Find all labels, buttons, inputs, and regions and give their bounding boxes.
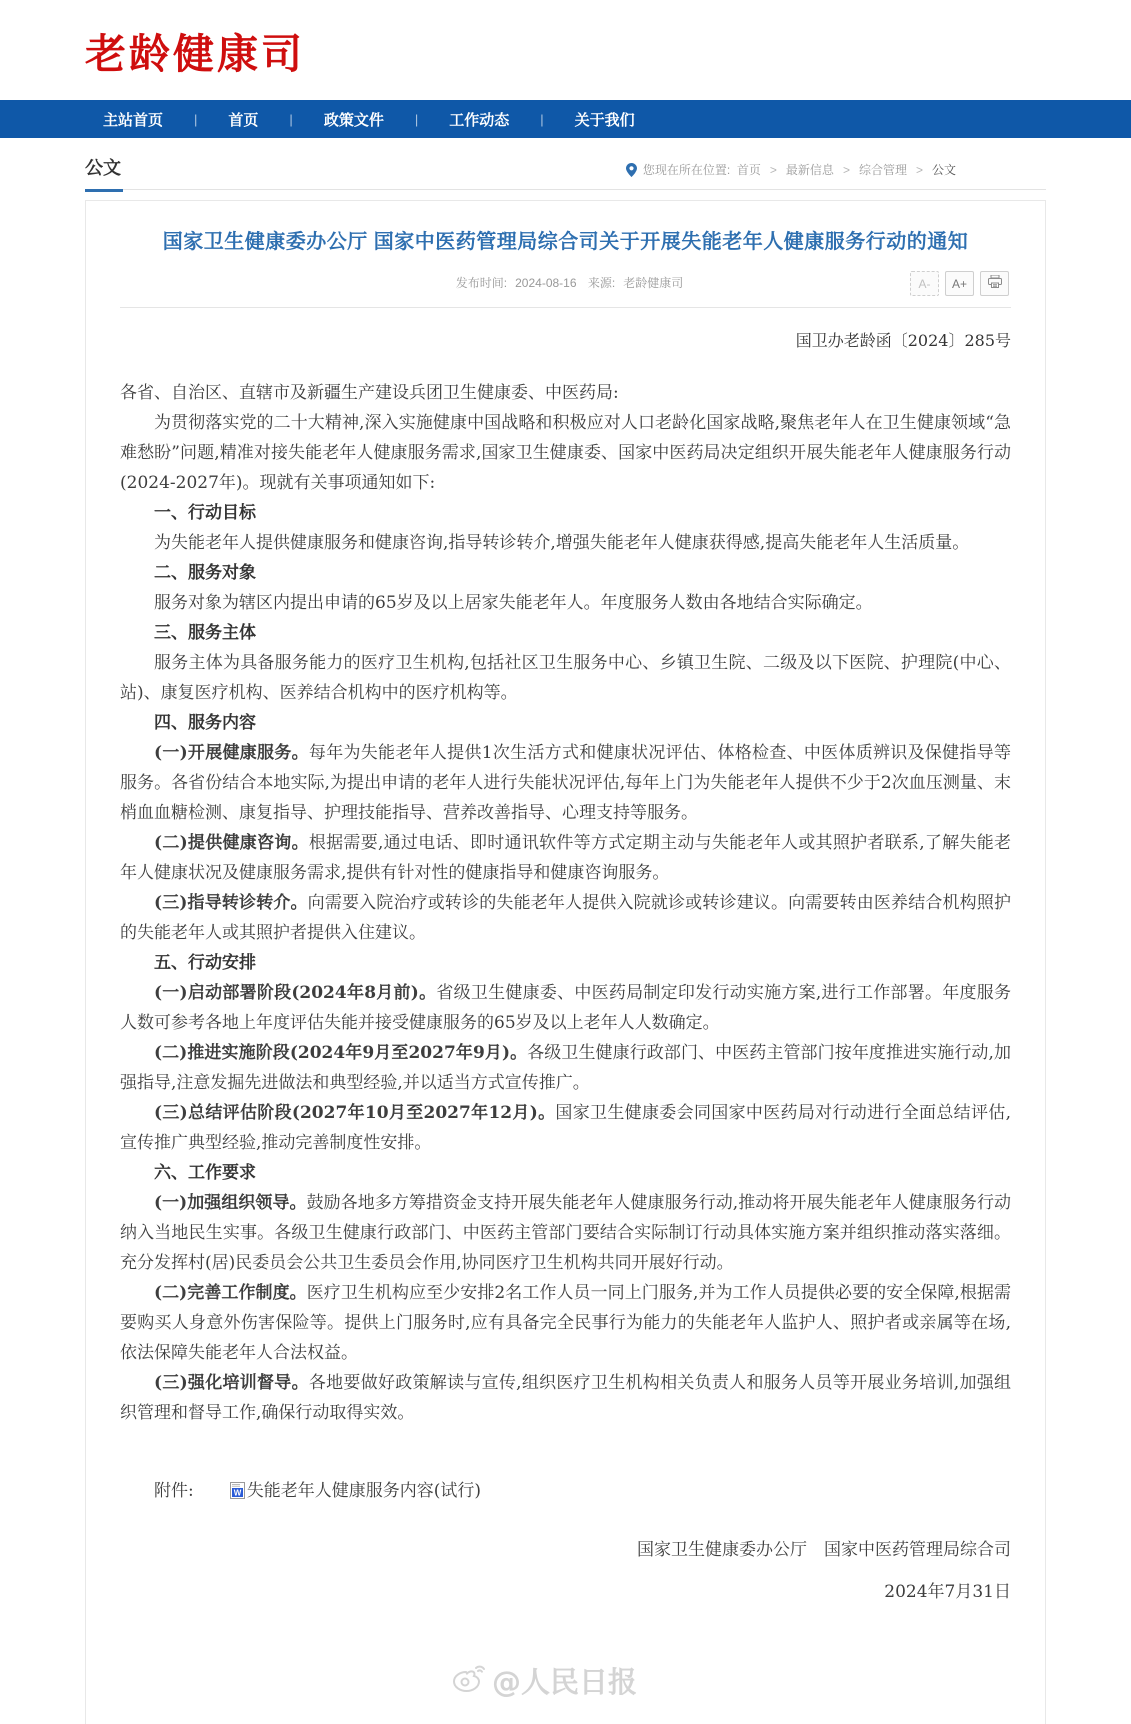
item-text: 各级卫生健康行政部门、中医药主管部门按年度推进实施行动,加强指导,注意发掘先进做法和典型经验,并以适当方式宣传推广。	[120, 1043, 1011, 1093]
document-number: 国卫办老龄函〔2024〕285号	[795, 331, 1011, 350]
body-paragraph: 服务主体为具备服务能力的医疗卫生机构,包括社区卫生服务中心、乡镇卫生院、二级及以下医院、护理院(中心、站)、康复医疗机构、医养结合机构中的医疗机构等。	[120, 653, 1011, 703]
body-salutation: 各省、自治区、直辖市及新疆生产建设兵团卫生健康委、中医药局:	[120, 383, 619, 403]
issuing-agencies: 国家卫生健康委办公厅 国家中医药管理局综合司	[637, 1540, 1011, 1560]
printer-icon	[988, 272, 1002, 296]
article-title: 国家卫生健康委办公厅 国家中医药管理局综合司关于开展失能老年人健康服务行动的通知	[162, 231, 969, 253]
breadcrumb-home[interactable]: 首页	[736, 163, 761, 177]
body-item	[120, 1038, 1011, 1098]
publish-date: 2024-08-16	[515, 276, 577, 290]
item-text: 医疗卫生机构应至少安排2名工作人员一同上门服务,并为工作人员提供必要的安全保障,根据需要购买人身意外伤害保险等。提供上门服务时,应有具备完全民事行为能力的失能老年人监护人、照护者或亲属等在场,依法保障失能老年人合法权益。	[120, 1283, 1011, 1363]
source-label: 来源:	[587, 276, 616, 290]
body-item	[120, 1368, 1011, 1428]
breadcrumb-general-mgmt[interactable]: 综合管理	[858, 163, 907, 177]
section-heading-2: 二、服务对象	[154, 563, 256, 583]
section-heading-5: 五、行动安排	[154, 953, 256, 973]
section-title-text: 公文	[85, 158, 121, 178]
body-item	[120, 828, 1011, 888]
font-decrease-button[interactable]: A-	[910, 271, 939, 296]
breadcrumb-separator: >	[842, 162, 850, 177]
section-heading-4: 四、服务内容	[154, 713, 256, 733]
body-item	[120, 888, 1011, 948]
font-increase-button[interactable]: A+	[945, 271, 974, 296]
article-container	[85, 200, 1046, 1724]
nav-separator: |	[289, 111, 293, 127]
section-heading-1: 一、行动目标	[154, 503, 256, 523]
word-doc-icon	[196, 1479, 245, 1509]
item-text: 各地要做好政策解读与宣传,组织医疗卫生机构相关负责人和服务人员等开展业务培训,加强组织管理和督导工作,确保行动取得实效。	[120, 1373, 1011, 1423]
nav-item-about[interactable]: 关于我们	[574, 111, 635, 129]
nav-item-news[interactable]: 工作动态	[449, 111, 510, 129]
breadcrumb	[626, 161, 956, 180]
body-item	[120, 1098, 1011, 1158]
section-heading-6: 六、工作要求	[154, 1163, 256, 1183]
item-lead: (三)总结评估阶段(2027年10月至2027年12月)。	[154, 1103, 556, 1123]
breadcrumb-label: 您现在所在位置:	[642, 163, 731, 177]
site-header	[0, 0, 1131, 100]
publish-label: 发布时间:	[455, 276, 508, 290]
body-item	[120, 1278, 1011, 1368]
body-paragraph: 为贯彻落实党的二十大精神,深入实施健康中国战略和积极应对人口老龄化国家战略,聚焦老年人在卫生健康领域“急难愁盼”问题,精准对接失能老年人健康服务需求,国家卫生健康委、国家中医药局决定组织开展失能老年人健康服务行动(2024-2027年)。现就有关事项通知如下:	[120, 413, 1011, 493]
breadcrumb-current: 公文	[931, 163, 956, 177]
item-lead: (三)强化培训督导。	[154, 1373, 309, 1393]
article-toolbar	[910, 271, 1009, 296]
item-lead: (三)指导转诊转介。	[154, 893, 308, 913]
title-divider	[120, 307, 1011, 308]
print-button[interactable]	[980, 271, 1009, 296]
item-lead: (二)推进实施阶段(2024年9月至2027年9月)。	[154, 1043, 528, 1063]
breadcrumb-separator: >	[769, 162, 777, 177]
item-lead: (一)开展健康服务。	[154, 743, 309, 763]
item-text: 向需要入院治疗或转诊的失能老年人提供入院就诊或转诊建议。向需要转由医养结合机构照护的失能老年人或其照护者提供入住建议。	[120, 893, 1011, 943]
article-meta	[120, 271, 1011, 295]
page-title	[85, 154, 121, 180]
main-nav	[0, 100, 1131, 138]
nav-separator: |	[540, 111, 544, 127]
attachment-row	[120, 1476, 1011, 1509]
attachment-label: 附件:	[154, 1481, 194, 1501]
breadcrumb-latest-info[interactable]: 最新信息	[785, 163, 834, 177]
nav-separator: |	[414, 111, 419, 127]
item-text: 国家卫生健康委会同国家中医药局对行动进行全面总结评估,宣传推广典型经验,推动完善制度性安排。	[120, 1103, 1012, 1153]
item-lead: (一)加强组织领导。	[154, 1193, 307, 1213]
body-item	[120, 978, 1011, 1038]
section-bar	[85, 138, 1046, 190]
item-lead: (二)提供健康咨询。	[154, 833, 309, 853]
body-item	[120, 738, 1011, 828]
attachment-link[interactable]: 失能老年人健康服务内容(试行)	[246, 1481, 481, 1501]
breadcrumb-separator: >	[915, 162, 923, 177]
issue-date: 2024年7月31日	[884, 1582, 1011, 1602]
nav-item-home[interactable]: 首页	[228, 111, 259, 129]
body-paragraph: 为失能老年人提供健康服务和健康咨询,指导转诊转介,增强失能老年人健康获得感,提高失能老年人生活质量。	[154, 533, 970, 553]
location-pin-icon	[626, 163, 637, 177]
nav-item-policy[interactable]: 政策文件	[323, 111, 384, 129]
document-body	[120, 378, 1011, 1428]
nav-item-main-home[interactable]: 主站首页	[103, 111, 164, 129]
svg-text:W: W	[233, 1488, 242, 1498]
site-logo: 老龄健康司	[85, 29, 305, 78]
item-text: 根据需要,通过电话、即时通讯软件等方式定期主动与失能老年人或其照护者联系,了解失能老年人健康状况及健康服务需求,提供有针对性的健康指导和健康咨询服务。	[120, 833, 1011, 883]
section-heading-3: 三、服务主体	[154, 623, 256, 643]
watermark-text: @人民日报	[492, 1665, 638, 1699]
source-value: 老龄健康司	[623, 276, 684, 290]
nav-separator: |	[194, 111, 198, 127]
body-item	[120, 1188, 1011, 1278]
item-text: 省级卫生健康委、中医药局制定印发行动实施方案,进行工作部署。年度服务人数可参考各地上年度评估失能并接受健康服务的65岁及以上老年人人数确定。	[120, 983, 1011, 1033]
body-paragraph: 服务对象为辖区内提出申请的65岁及以上居家失能老年人。年度服务人数由各地结合实际确定。	[154, 593, 873, 613]
section-title-accent	[85, 189, 123, 192]
item-lead: (一)启动部署阶段(2024年8月前)。	[154, 983, 437, 1003]
item-text: 鼓励各地多方筹措资金支持开展失能老年人健康服务行动,推动将开展失能老年人健康服务行动纳入当地民生实事。各级卫生健康行政部门、中医药主管部门要结合实际制订行动具体实施方案并组织推动落实落细。充分发挥村(居)民委员会公共卫生委员会作用,协同医疗卫生机构共同开展好行动。	[120, 1193, 1011, 1273]
item-text: 每年为失能老年人提供1次生活方式和健康状况评估、体格检查、中医体质辨识及保健指导等服务。各省份结合本地实际,为提出申请的老年人进行失能状况评估,每年上门为失能老年人提供不少于2次血压测量、末梢血血糖检测、康复指导、护理技能指导、营养改善指导、心理支持等服务。	[120, 743, 1011, 823]
item-lead: (二)完善工作制度。	[154, 1283, 307, 1303]
